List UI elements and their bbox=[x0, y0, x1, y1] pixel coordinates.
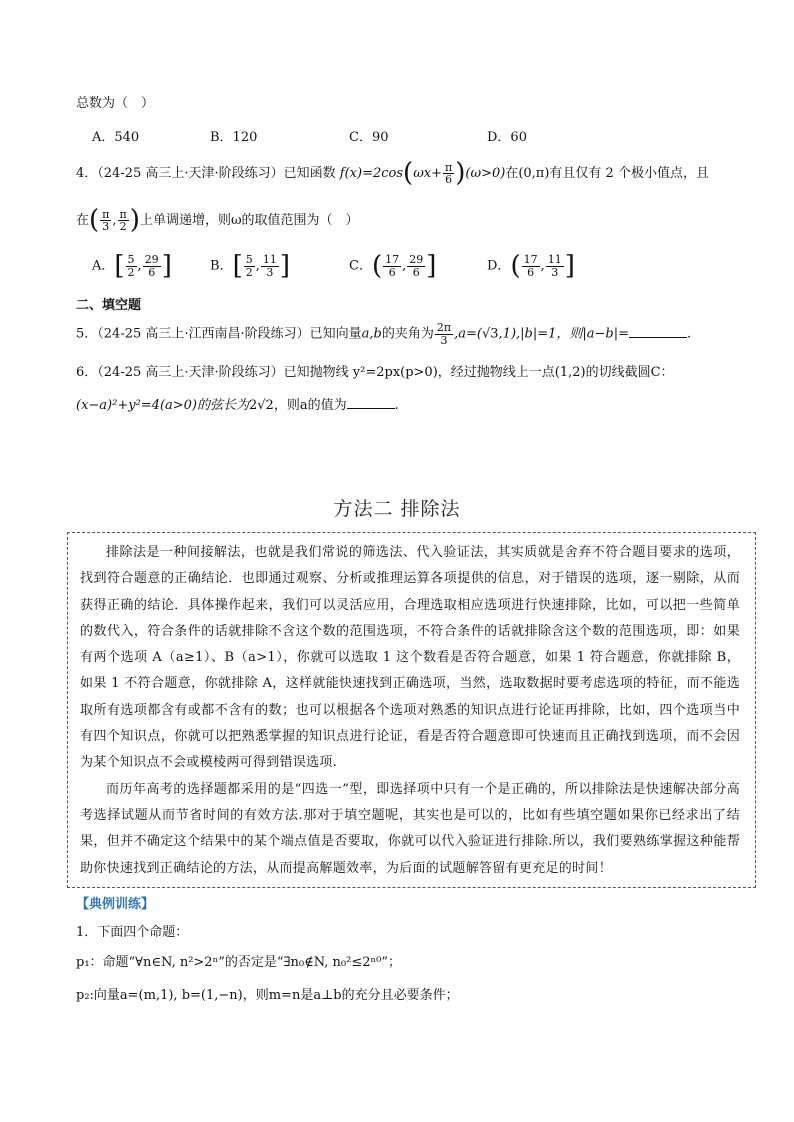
q6-line1: 6．（24-25 高三上·天津·阶段练习）已知抛物线 y²=2px(p>0)，经过抛物线上一点(1,2)的切线截圆C： bbox=[76, 365, 674, 380]
q4-frac-pi-2: $\frac{\pi}{2}$ bbox=[119, 207, 127, 234]
q4-interval: 在(0,π)有且仅有 2 个极小值点，且 bbox=[505, 166, 709, 182]
q4-line2-pre: 在 bbox=[76, 213, 90, 229]
question-continuation: 总数为（ ） bbox=[76, 96, 155, 111]
q4-prefix: 4．（24-25 高三上·天津·阶段练习）已知函数 bbox=[76, 166, 336, 182]
q4-option-c: C．( $\frac{17}{6}$ , $\frac{29}{6}$ ] bbox=[349, 251, 437, 281]
q4-func-arg: ωx+ bbox=[413, 166, 443, 182]
q4-option-a: A．[ $\frac{5}{2}$ , $\frac{29}{6}$ ] bbox=[92, 251, 172, 281]
q4-paren-open: ( bbox=[403, 158, 414, 188]
q3-option-c: C．90 bbox=[349, 130, 389, 145]
q4-frac-pi-6: $\frac{\pi}{6}$ bbox=[445, 160, 453, 187]
q3-option-b: B．120 bbox=[210, 130, 258, 145]
q6-answer-blank[interactable] bbox=[347, 396, 395, 409]
q3-option-a: A．540 bbox=[92, 130, 140, 145]
q4-option-d: D．( $\frac{17}{6}$ , $\frac{11}{3}$ ] bbox=[487, 251, 575, 281]
method-box-text bbox=[80, 540, 740, 882]
example-heading: 【典例训练】 bbox=[76, 897, 155, 912]
q4-line2-post: 上单调递增，则ω的取值范围为（ ） bbox=[139, 213, 359, 229]
method-paragraph-2: 而历年高考的选择题都采用的是“四选一”型，即选择项中只有一个是正确的，所以排除法是快速解决部分高考选择试题从而节省时间的有效方法.那对于填空题呢，其实也是可以的，比如有些填空题如果你已经求出了结果，但并不确定这个结果中的某个端点值是否要取，你就可以代入验证进行排除.所以，我们要熟练掌握这种能帮助你快速找到正确结论的方法，从而提高解题效率，为后面的试题解答留有更充足的时间！ bbox=[80, 781, 740, 876]
q4-line2: 在( $\frac{\pi}{3}$ , $\frac{\pi}{2}$ )上单调递增，则ω的取值范围为（ ） bbox=[76, 205, 359, 235]
example-p1: p₁：命题“∀n∈N, n²>2ⁿ”的否定是“∃n₀∉N, n₀²≤2ⁿ⁰”； bbox=[76, 955, 402, 970]
q4-option-b: B．[ $\frac{5}{2}$ , $\frac{11}{3}$ ] bbox=[210, 251, 291, 281]
q4-paren-close: ) bbox=[455, 158, 466, 188]
q6-line2: (x−a)²+y²=4(a>0)的弦长为2√2，则a的值为 . bbox=[76, 398, 399, 413]
section-title-fill-blank: 二、填空题 bbox=[76, 298, 142, 313]
q4-frac-pi-3: $\frac{\pi}{3}$ bbox=[102, 207, 110, 234]
example-p2: p₂:向量a=(m,1), b=(1,−n)，则m=n是a⊥b的充分且必要条件； bbox=[76, 988, 459, 1003]
q4-interval-open: ( bbox=[89, 205, 100, 235]
q3-option-d: D．60 bbox=[487, 130, 527, 145]
q5-answer-blank[interactable] bbox=[629, 325, 687, 338]
q5-vectors: a,b bbox=[361, 326, 382, 342]
q4-func-lhs: f(x)=2cos bbox=[339, 166, 404, 182]
q4-interval-close: ) bbox=[129, 205, 140, 235]
q4-line1 bbox=[76, 158, 709, 189]
q5-angle: $\frac{2\pi}{3}$ bbox=[436, 321, 452, 347]
q6-chord-length: 2√2 bbox=[249, 398, 274, 413]
q4-omega-cond: (ω>0) bbox=[465, 166, 506, 182]
q5-line: 5．（24-25 高三上·江西南昌·阶段练习）已知向量a,b的夹角为 $\frac{2\pi}{3}$ ,a=(√3,1),|b|=1，则|a−b|= . bbox=[76, 321, 692, 347]
method-title: 方法二 排除法 bbox=[333, 498, 461, 520]
example-q1: 1．下面四个命题： bbox=[76, 925, 189, 940]
method-paragraph-1: 排除法是一种间接解法，也就是我们常说的筛选法、代入验证法，其实质就是舍弃不符合题目要求的选项，找到符合题意的正确结论．也即通过观察、分析或推理运算各项提供的信息，对于错误的选项，逐一剔除，从而获得正确的结论．具体操作起来，我们可以灵活应用，合理选取相应选项进行快速排除，比如，可以把一些简单的数代入，符合条件的话就排除不含这个数的范围选项，不符合条件的话就排除含这个数的范围选项，即：如果有两个选项 A（a≥1）、B（a>1），你就可以选取 1 这个数看是否符合题意，如果 1 符合题意，你就排除 B，如果 1 不符合题意，你就排除 A，这样就能快速找到正确选项，当然，选取数据时要考虑选项的特征，而不能选取所有选项都含有或都不含有的数；也可以根据各个选项对熟悉的知识点进行论证再排除，比如，四个选项当中有四个知识点，你就可以把熟悉掌握的知识点进行论证，看是否符合题意即可快速而且正确找到选项，而不会因为某个知识点不会或模棱两可得到错误选项. bbox=[80, 545, 740, 771]
